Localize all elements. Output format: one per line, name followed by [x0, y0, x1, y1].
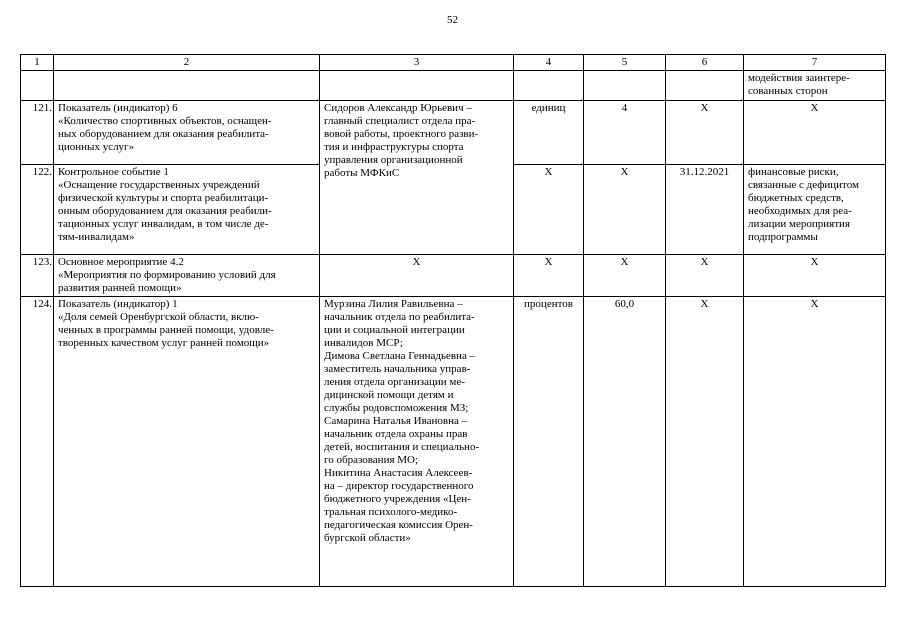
- row-risk: X: [744, 255, 886, 297]
- row-number: 122.: [21, 165, 54, 255]
- row-value: X: [584, 165, 666, 255]
- row-unit: процентов: [514, 297, 584, 587]
- header-cell: 7: [744, 55, 886, 71]
- header-cell: 6: [666, 55, 744, 71]
- row-unit: единиц: [514, 101, 584, 165]
- row-name: Контрольное событие 1 «Оснащение государственных учреждений физической культуры и спорта реабилитаци- онным оборудованием для оказания реабили- тационных услуг инвалидам, в том числе де- тям-инвалидам»: [54, 165, 320, 255]
- row-risk: финансовые риски, связанные с дефицитом бюджетных средств, необходимых для реа- лизации мероприятия подпрограммы: [744, 165, 886, 255]
- row-value: X: [584, 255, 666, 297]
- table-row: [21, 255, 886, 297]
- row-name: [54, 71, 320, 101]
- row-date: [666, 71, 744, 101]
- header-cell: 5: [584, 55, 666, 71]
- document-table: [20, 54, 886, 587]
- table-row: [21, 297, 886, 587]
- header-cell: 1: [21, 55, 54, 71]
- row-number: 123.: [21, 255, 54, 297]
- row-responsible: Сидоров Александр Юрьевич – главный специалист отдела пра- вовой работы, проектного разви- тия и инфраструктуры спорта управления организационной работы МФКиС: [320, 101, 514, 255]
- row-name: Показатель (индикатор) 6 «Количество спортивных объектов, оснащен- ных оборудованием для оказания реабилита- ционных услуг»: [54, 101, 320, 165]
- row-unit: X: [514, 255, 584, 297]
- table-row: [21, 101, 886, 165]
- header-cell: 3: [320, 55, 514, 71]
- table-row: [21, 71, 886, 101]
- row-date: X: [666, 101, 744, 165]
- page-number: 52: [447, 14, 458, 26]
- header-cell: 2: [54, 55, 320, 71]
- row-date: X: [666, 255, 744, 297]
- table-header-row: [21, 55, 886, 71]
- row-risk: модействия заинтере- сованных сторон: [744, 71, 886, 101]
- row-number: 121.: [21, 101, 54, 165]
- row-risk: X: [744, 101, 886, 165]
- row-date: 31.12.2021: [666, 165, 744, 255]
- row-value: 60,0: [584, 297, 666, 587]
- row-responsible: X: [320, 255, 514, 297]
- row-name: Показатель (индикатор) 1 «Доля семей Оренбургской области, вклю- ченных в программы ранней помощи, удовле- творенных качеством услуг ранней помощи»: [54, 297, 320, 587]
- row-name: Основное мероприятие 4.2 «Мероприятия по формированию условий для развития ранней помощи»: [54, 255, 320, 297]
- row-value: [584, 71, 666, 101]
- row-number: [21, 71, 54, 101]
- row-unit: X: [514, 165, 584, 255]
- row-responsible: Мурзина Лилия Равильевна – начальник отдела по реабилита- ции и социальной интеграции инвалидов МСР; Димова Светлана Геннадьевна – заместитель начальника управ- ления отдела организации ме- дицинской помощи детям и службы родовспоможения МЗ; Самарина Наталья Ивановна – начальник отдела охраны прав детей, воспитания и специально- го образования МО; Никитина Анастасия Алексеев- на – директор государственного бюджетного учреждения «Цен- тральная психолого-медико- педагогическая комиссия Орен- бургской области»: [320, 297, 514, 587]
- row-risk: X: [744, 297, 886, 587]
- header-cell: 4: [514, 55, 584, 71]
- row-responsible: [320, 71, 514, 101]
- row-unit: [514, 71, 584, 101]
- row-value: 4: [584, 101, 666, 165]
- row-number: 124.: [21, 297, 54, 587]
- row-date: X: [666, 297, 744, 587]
